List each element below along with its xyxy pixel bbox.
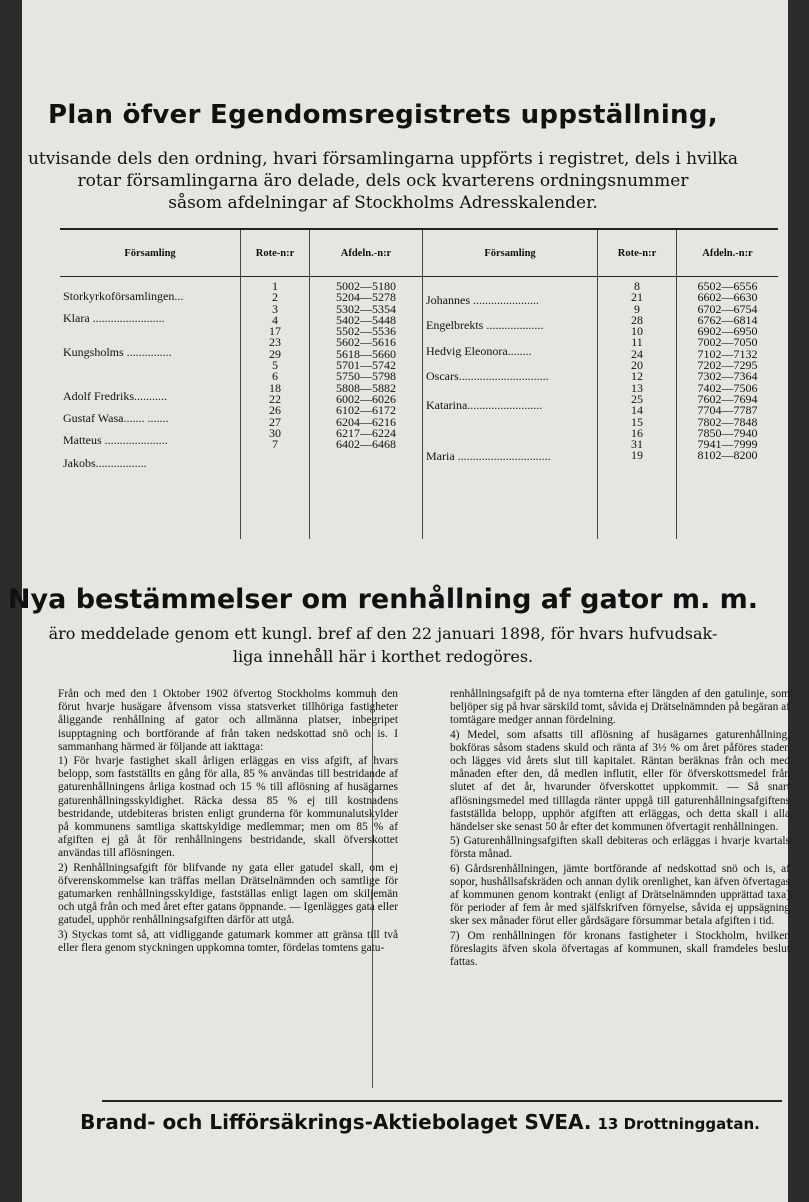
- parish-name: Jakobs.................: [63, 455, 147, 470]
- parish-name: Hedvig Eleonora........: [426, 343, 532, 358]
- left-column: [58, 688, 398, 956]
- afdeln-range: 6402—6468: [336, 437, 396, 452]
- rote-number: 10: [631, 324, 643, 339]
- afdeln-range: 7704—7787: [697, 403, 758, 418]
- afdeln-range: 7302—7364: [697, 369, 758, 384]
- footer: [60, 1110, 780, 1134]
- afdeln-range: 5204—5278: [336, 290, 396, 305]
- afdeln-range: 5808—5882: [336, 380, 396, 395]
- rote-number: 19: [631, 448, 643, 463]
- rote-number: 28: [631, 312, 643, 327]
- afdeln-range: 7802—7848: [697, 414, 758, 429]
- rote-number: 16: [631, 425, 643, 440]
- afdeln-range: 6702—6754: [697, 301, 758, 316]
- afdeln-range: 5701—5742: [336, 358, 396, 373]
- page-subtitle: [0, 148, 766, 214]
- afdeln-range: 5502—5536: [336, 324, 396, 339]
- footer-rule: [102, 1100, 782, 1102]
- rote-number: 26: [269, 403, 281, 418]
- header-forsamling-left: Församling: [60, 229, 241, 277]
- subtitle-line: utvisande dels den ordning, hvari församlingarna uppförts i registret, dels i hvilka: [27, 149, 739, 169]
- section-subtitle-line: liga innehåll här i korthet redogöres.: [232, 647, 534, 666]
- afdeln-range: 7102—7132: [697, 346, 758, 361]
- left-parish-column: [60, 277, 241, 539]
- header-rote-left: Rote-n:r: [241, 229, 310, 277]
- afdeln-range: 7002—7050: [697, 335, 758, 350]
- rote-number: 23: [269, 335, 281, 350]
- header-rote-right: Rote-n:r: [598, 229, 677, 277]
- afdeln-range: 7202—7295: [697, 358, 758, 373]
- parish-name: Oscars..............................: [426, 368, 549, 383]
- afdeln-range: 7402—7506: [697, 380, 758, 395]
- rote-number: 13: [631, 380, 643, 395]
- right-rote-column: [598, 277, 677, 539]
- rote-number: 20: [631, 358, 643, 373]
- paragraph: Från och med den 1 Oktober 1902 öfvertog Stockholms kommun den förut hvarje husägare åfvensom vissa statsverket tillhöriga fastigheter åliggande renhållning af gator och allmänna platser, inbegripet isupptagning och bortförande af från taken nedskottad snö och is. I sammanhang härmed är följande att iakttaga:: [58, 688, 398, 753]
- rote-number: 30: [269, 425, 281, 440]
- afdeln-range: 6902—6950: [697, 324, 758, 339]
- rote-number: 5: [272, 358, 278, 373]
- header-afdeln-left: Afdeln.-n:r: [310, 229, 423, 277]
- rote-number: 8: [634, 279, 640, 293]
- paragraph: 2) Renhållningsafgift för blifvande ny gata eller gatudel skall, om ej öfverenskommelse kan träffas mellan Drätselnämnden och samtlige för gatumarken renhållningsskyldige, fastställas enligt lagen om skiljemän och utgå från och med året efter gatans öppnande. — Igenlägges gata eller gatudel, upphör renhållningsafgiften därför att utgå.: [58, 861, 398, 927]
- rote-number: 14: [631, 403, 643, 418]
- rote-number: 9: [634, 301, 640, 316]
- afdeln-range: 8102—8200: [697, 448, 758, 463]
- afdeln-range: 6102—6172: [336, 403, 396, 418]
- rote-number: 17: [269, 324, 281, 339]
- parish-name: Johannes ......................: [426, 293, 539, 307]
- parish-name: Gustaf Wasa....... .......: [63, 411, 169, 426]
- paragraph: 5) Gaturenhållningsafgiften skall debiteras och erläggas i hvarje kvartals första månad.: [450, 835, 790, 861]
- rote-number: 7: [272, 437, 278, 452]
- paragraph: 7) Om renhållningen för kronans fastigheter i Stockholm, hvilken föreslagits äfven skola öfvertagas af kommunen, skall framdeles beslut fattas.: [450, 929, 790, 969]
- right-afdeln-column: [677, 277, 779, 539]
- rote-number: 18: [269, 380, 281, 395]
- afdeln-range: 6502—6556: [697, 279, 758, 293]
- parish-name: Kungsholms ...............: [63, 344, 172, 359]
- rote-number: 3: [272, 301, 278, 316]
- rote-number: 27: [269, 414, 281, 429]
- rote-number: 31: [631, 437, 643, 452]
- right-column: [450, 688, 790, 970]
- header-afdeln-right: Afdeln.-n:r: [677, 229, 779, 277]
- parish-name: Maria ...............................: [426, 449, 551, 464]
- rote-number: 24: [631, 346, 643, 361]
- left-rote-column: [241, 277, 310, 539]
- parish-name: Engelbrekts ...................: [426, 318, 544, 333]
- afdeln-range: 5302—5354: [336, 301, 396, 316]
- afdeln-range: 6602—6630: [697, 290, 758, 305]
- right-parish-column: [423, 277, 598, 539]
- rote-number: 15: [631, 414, 643, 429]
- afdeln-range: 6002—6026: [336, 391, 396, 406]
- register-table: [60, 228, 778, 539]
- parish-name: Katarina.........................: [426, 398, 543, 413]
- afdeln-range: 7941—7999: [697, 437, 758, 452]
- rote-number: 21: [631, 290, 643, 305]
- parish-name: Klara ........................: [63, 311, 165, 326]
- afdeln-range: 6217—6224: [336, 425, 396, 440]
- afdeln-range: 5750—5798: [336, 369, 396, 384]
- footer-address: 13 Drottninggatan.: [597, 1115, 760, 1133]
- rote-number: 4: [272, 312, 278, 327]
- rote-number: 12: [631, 369, 643, 384]
- paragraph: 3) Styckas tomt så, att vidliggande gatumark kommer att gränsa till två eller flera genom styckningen uppkomna tomter, fördelas tomtens gatu-: [58, 928, 398, 954]
- subtitle-line: såsom afdelningar af Stockholms Adresskalender.: [168, 193, 598, 213]
- paragraph: renhållningsafgift på de nya tomterna efter längden af den gatulinje, som beljöper sig på hvar särskild tomt, såvida ej Drätselnämnden på begäran af tomtägare medger annan fördelning.: [450, 688, 790, 727]
- rote-number: 29: [269, 346, 281, 361]
- paragraph: 6) Gårdsrenhållningen, jämte bortförande af nedskottad snö och is, af sopor, hushållsafskräden och annan dylik orenlighet, kan äfven öfvertagas af kommunen genom kontrakt (enligt af Drätselnämnden upprättad taxa) för perioder af fem år med själfskrifven förnyelse, såvida ej uppsägning sker sex månader förut eller gårdsägare försummar betala afgiften i tid.: [450, 862, 790, 928]
- parish-name: Matteus .....................: [63, 433, 168, 448]
- paragraph: 1) För hvarje fastighet skall årligen erläggas en viss afgift, af hvars belopp, som fastställts en gång för alla, 85 % användas till bestridande af gaturenhållningens årliga kostnad och 15 % till aflösning af husägarnes gaturenhållningsskyldighet. Räcka dessa 85 % ej till kostnadens bestridande, utdebiteras bristen enligt grunderna för kommunalutskylder på kommunens samtliga skattskyldige medlemmar; men om 85 % af afgiften ej gå åt för renhållningens bestridande, skall öfverskottet användas till aflösningen.: [58, 755, 398, 860]
- rote-number: 25: [631, 391, 643, 406]
- afdeln-range: 5002—5180: [336, 279, 396, 293]
- afdeln-range: 7850—7940: [697, 425, 758, 440]
- subtitle-line: rotar församlingarna äro delade, dels ock kvarterens ordningsnummer: [77, 171, 689, 191]
- section-subtitle: [0, 622, 766, 668]
- left-afdeln-column: [310, 277, 423, 539]
- afdeln-range: 5402—5448: [336, 312, 396, 327]
- rote-number: 6: [272, 369, 278, 384]
- afdeln-range: 5618—5660: [336, 346, 396, 361]
- page-title: Plan öfver Egendomsregistrets uppställning,: [48, 100, 718, 130]
- parish-name: Adolf Fredriks...........: [63, 388, 167, 403]
- rote-number: 22: [269, 391, 281, 406]
- bleed-through-text: [22, 0, 788, 100]
- rote-number: 1: [272, 279, 278, 293]
- header-forsamling-right: Församling: [423, 229, 598, 277]
- afdeln-range: 6762—6814: [697, 312, 758, 327]
- afdeln-range: 7602—7694: [697, 391, 758, 406]
- afdeln-range: 5602—5616: [336, 335, 396, 350]
- paragraph: 4) Medel, som afsatts till aflösning af husägarnes gaturenhållning, bokföras såsom stadens skuld och ränta af 3½ % om året påföres staden och lägges vid årets slut till kapitalet. Räntan beräknas från och med månaden efter den, då medlen influtit, eller för öfverskottsmedel från slutet af det år, hvarunder öfverskottet uppkommit. — Så snart aflösningsmedel med tilllagda ränter uppgå till gaturenhållningsafgiftens fastställda belopp, upphör afgiften att erläggas, och detta skall i alla händelser ske senast 50 år efter det kommunen öfvertagit renhållningen.: [450, 728, 790, 834]
- rote-number: 2: [272, 290, 278, 305]
- afdeln-range: 6204—6216: [336, 414, 396, 429]
- section-subtitle-line: äro meddelade genom ett kungl. bref af den 22 januari 1898, för hvars hufvudsak-: [48, 624, 718, 643]
- section-title: Nya bestämmelser om renhållning af gator m. m.: [7, 584, 759, 615]
- parish-name: Storkyrkoförsamlingen...: [63, 289, 184, 303]
- rote-number: 11: [631, 335, 643, 350]
- footer-company: Brand- och Lifförsäkrings-Aktiebolaget SVEA.: [80, 1110, 592, 1134]
